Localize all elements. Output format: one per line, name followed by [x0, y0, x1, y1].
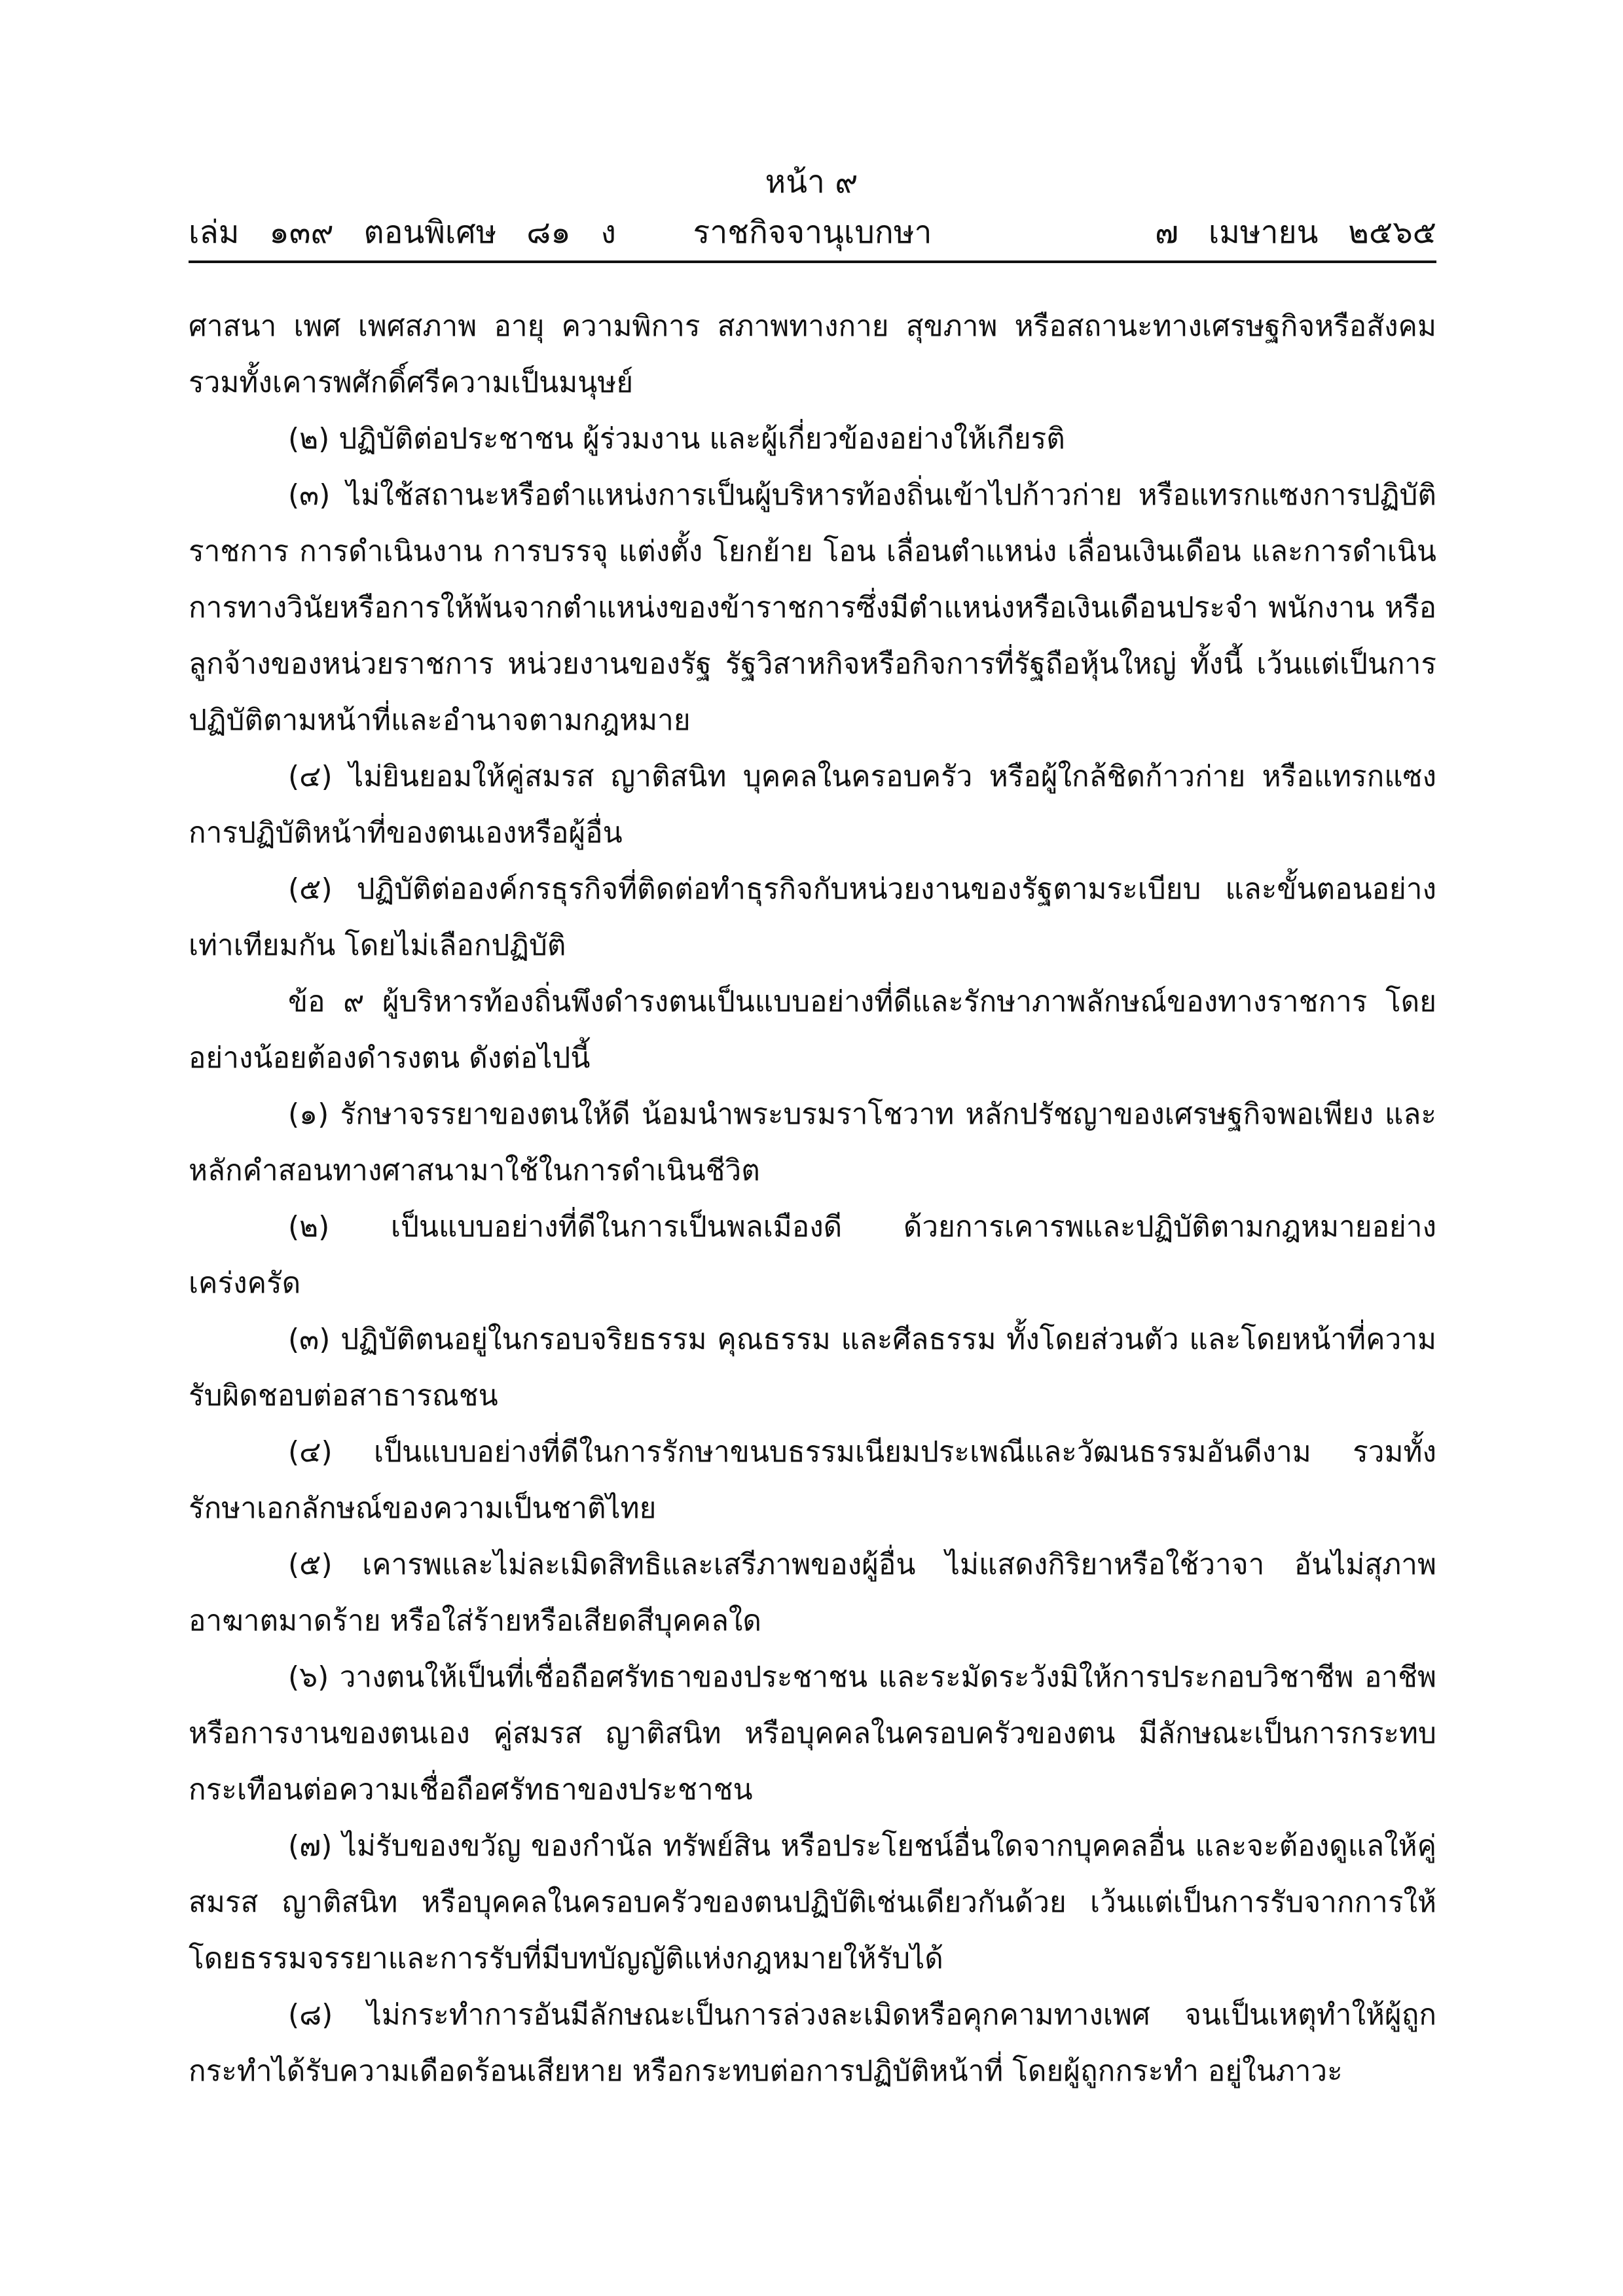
gazette-title: ราชกิจจานุเบกษา — [693, 214, 932, 251]
paragraph-item: (๕) เคารพและไม่ละเมิดสิทธิและเสรีภาพของผู้อื่น ไม่แสดงกิริยาหรือใช้วาจา อันไม่สุภาพ อาฆาตมาดร้าย หรือใส่ร้ายหรือเสียดสีบุคคลใด — [189, 1548, 1436, 1638]
paragraph-item: (๗) ไม่รับของขวัญ ของกำนัล ทรัพย์สิน หรือประโยชน์อื่นใดจากบุคคลอื่น และจะต้องดูแลให้คู่สมรส ญาติสนิท หรือบุคคลในครอบครัวของตนปฏิบัติเช่นเดียวกันด้วย เว้นแต่เป็นการรับจากการให้โดยธรรมจรรยาและการรับที่มีบทบัญญัติแห่งกฎหมายให้รับได้ — [189, 1829, 1436, 1975]
paragraph-item: (๔) เป็นแบบอย่างที่ดีในการรักษาขนบธรรมเนียมประเพณีและวัฒนธรรมอันดีงาม รวมทั้งรักษาเอกลักษณ์ของความเป็นชาติไทย — [189, 1435, 1436, 1525]
document-body — [189, 298, 1436, 2100]
paragraph-item: (๒) ปฏิบัติต่อประชาชน ผู้ร่วมงาน และผู้เกี่ยวข้องอย่างให้เกียรติ — [288, 422, 1065, 456]
paragraph-item: (๒) เป็นแบบอย่างที่ดีในการเป็นพลเมืองดี ด้วยการเคารพและปฏิบัติตามกฎหมายอย่างเคร่งครัด — [189, 1210, 1436, 1300]
paragraph-continuation: ศาสนา เพศ เพศสภาพ อายุ ความพิการ สภาพทางกาย สุขภาพ หรือสถานะทางเศรษฐกิจหรือสังคม รวมทั้งเคารพศักดิ์ศรีความเป็นมนุษย์ — [189, 310, 1436, 399]
paragraph-item: (๓) ปฏิบัติตนอยู่ในกรอบจริยธรรม คุณธรรม และศีลธรรม ทั้งโดยส่วนตัว และโดยหน้าที่ความรับผิดชอบต่อสาธารณชน — [189, 1323, 1436, 1412]
paragraph-item: (๖) วางตนให้เป็นที่เชื่อถือศรัทธาของประชาชน และระมัดระวังมิให้การประกอบวิชาชีพ อาชีพ หรือการงานของตนเอง คู่สมรส ญาติสนิท หรือบุคคลในครอบครัวของตน มีลักษณะเป็นการกระทบกระเทือนต่อความเชื่อถือศรัทธาของประชาชน — [189, 1660, 1436, 1806]
paragraph-item: (๓) ไม่ใช้สถานะหรือตำแหน่งการเป็นผู้บริหารท้องถิ่นเข้าไปก้าวก่าย หรือแทรกแซงการปฏิบัติราชการ การดำเนินงาน การบรรจุ แต่งตั้ง โยกย้าย โอน เลื่อนตำแหน่ง เลื่อนเงินเดือน และการดำเนินการทางวินัยหรือการให้พ้นจากตำแหน่งของข้าราชการซึ่งมีตำแหน่งหรือเงินเดือนประจำ พนักงาน หรือลูกจ้างของหน่วยราชการ หน่วยงานของรัฐ รัฐวิสาหกิจหรือกิจการที่รัฐถือหุ้นใหญ่ ทั้งนี้ เว้นแต่เป็นการปฏิบัติตามหน้าที่และอำนาจตามกฎหมาย — [189, 478, 1436, 737]
publication-date: ๗ เมษายน ๒๕๖๕ — [1155, 214, 1436, 251]
header-divider — [189, 260, 1436, 263]
paragraph-item: (๘) ไม่กระทำการอันมีลักษณะเป็นการล่วงละเมิดหรือคุกคามทางเพศ จนเป็นเหตุทำให้ผู้ถูกกระทำได้รับความเดือดร้อนเสียหาย หรือกระทบต่อการปฏิบัติหน้าที่ โดยผู้ถูกกระทำ อยู่ในภาวะ — [189, 1998, 1436, 2088]
header-row — [189, 211, 1436, 254]
paragraph-item: (๕) ปฏิบัติต่อองค์กรธุรกิจที่ติดต่อทำธุรกิจกับหน่วยงานของรัฐตามระเบียบ และขั้นตอนอย่างเท่าเทียมกัน โดยไม่เลือกปฏิบัติ — [189, 872, 1436, 962]
volume-issue: เล่ม ๑๓๙ ตอนพิเศษ ๘๑ ง — [189, 214, 616, 251]
page-number: หน้า ๙ — [765, 164, 858, 200]
paragraph-item: (๔) ไม่ยินยอมให้คู่สมรส ญาติสนิท บุคคลในครอบครัว หรือผู้ใกล้ชิดก้าวก่าย หรือแทรกแซงการปฏิบัติหน้าที่ของตนเองหรือผู้อื่น — [189, 760, 1436, 850]
clause-heading: ข้อ ๙ ผู้บริหารท้องถิ่นพึงดำรงตนเป็นแบบอย่างที่ดีและรักษาภาพลักษณ์ของทางราชการ โดยอย่างน้อยต้องดำรงตน ดังต่อไปนี้ — [189, 985, 1436, 1075]
paragraph-item: (๑) รักษาจรรยาของตนให้ดี น้อมนำพระบรมราโชวาท หลักปรัชญาของเศรษฐกิจพอเพียง และหลักคำสอนทางศาสนามาใช้ในการดำเนินชีวิต — [189, 1098, 1436, 1187]
